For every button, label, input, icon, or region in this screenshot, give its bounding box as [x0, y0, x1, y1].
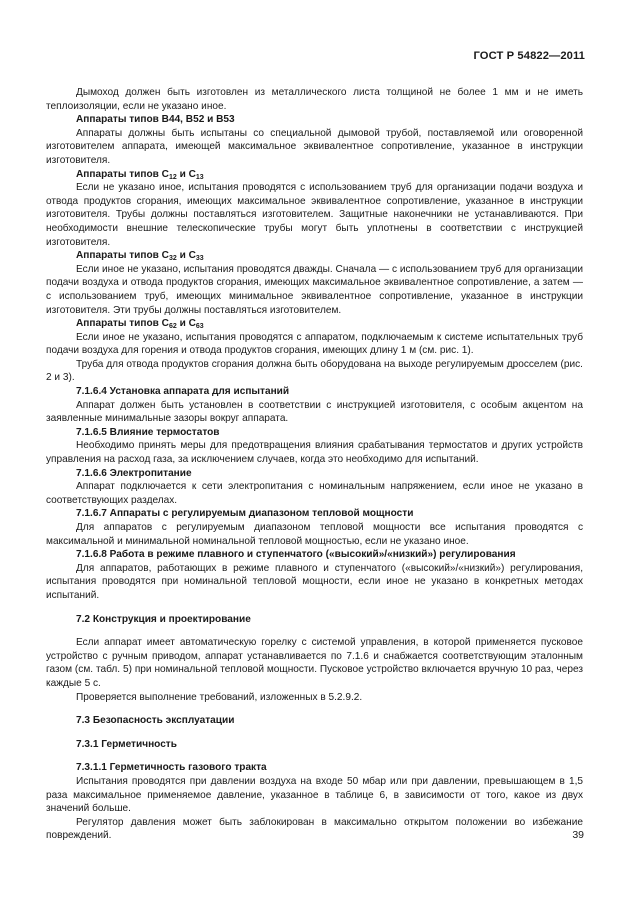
section-heading: 7.2 Конструкция и проектирование	[76, 613, 251, 625]
section-heading: 7.3.1.1 Герметичность газового тракта	[76, 762, 267, 774]
section-heading: 7.3 Безопасность эксплуатации	[76, 715, 235, 727]
section-heading: 7.1.6.7 Аппараты с регулируемым диапазоном тепловой мощности	[76, 508, 414, 520]
document-body	[46, 86, 583, 843]
section-heading: 7.1.6.8 Работа в режиме плавного и ступенчатого («высокий»/«низкий») регулирования	[76, 549, 516, 561]
subheading: Аппараты типов $С_{32}$ и $С_{33}$	[76, 250, 204, 263]
subheading: Аппараты типов В44, В52 и В53	[76, 114, 235, 126]
section-heading: 7.1.6.6 Электропитание	[76, 467, 192, 479]
paragraph: Если аппарат имеет автоматическую горелку с системой управления, в которой применяется пусковое устройство с ручным приводом, аппарат устанавливается по 7.1.6 и снабжается соответствующим эталонным газом (см. табл. 5) при номинальной тепловой мощности. Пусковое устройство включается вручную 10 раз, через каждые 5 с.	[46, 637, 583, 689]
paragraph: Труба для отвода продуктов сгорания должна быть оборудована на выходе регулируемым дросселем (рис. 2 и 3).	[46, 358, 583, 384]
section-heading: 7.1.6.5 Влияние термостатов	[76, 426, 220, 438]
paragraph: Если иное не указано, испытания проводятся с аппаратом, подключаемым к системе испытательных труб подачи воздуха для горения и отвода продуктов сгорания, имеющих длину 1 м (см. рис. 1).	[46, 331, 583, 357]
subheading: Аппараты типов $С_{62}$ и $С_{63}$	[76, 318, 204, 331]
paragraph: Если не указано иное, испытания проводятся с использованием труб для организации подачи воздуха и отвода продуктов сгорания, имеющих максимальное эквивалентное сопротивление, указанное в инструкции изготовителя. Трубы должны поставляться изготовителем. Защитные наконечники не устанавливаются. При необходимости внешние телескопические трубы могут быть уплотнены в соответствии с инструкцией изготовителя.	[46, 182, 583, 248]
paragraph: Аппарат подключается к сети электропитания с номинальным напряжением, если иное не указано в соответствующих разделах.	[46, 481, 583, 506]
paragraph: Если иное не указано, испытания проводятся дважды. Сначала — с использованием труб для организации подачи воздуха и отвода продуктов сгорания, имеющих максимальное эквивалентное сопротивление, а затем — с использованием труб, имеющих минимальное эквивалентное сопротивление, указанное в инструкции изготовителя. Эти трубы должны поставляться изготовителем.	[46, 263, 583, 316]
paragraph: Аппарат должен быть установлен в соответствии с инструкцией изготовителя, с особым акцентом на заявленные минимальные зазоры вокруг аппарата.	[46, 399, 583, 425]
section-heading: 7.1.6.4 Установка аппарата для испытаний	[76, 386, 290, 398]
paragraph: Необходимо принять меры для предотвращения влияния срабатывания термостатов и других устройств управления на расход газа, за исключением случаев, когда это необходимо для испытаний.	[46, 440, 583, 466]
section-heading: 7.3.1 Герметичность	[76, 738, 177, 750]
page-number: 39	[572, 829, 584, 841]
paragraph: Дымоход должен быть изготовлен из металлического листа толщиной не более 1 мм и не иметь теплоизоляции, если не указано иное.	[46, 87, 583, 112]
paragraph: Регулятор давления может быть заблокирован в максимально открытом положении во избежание повреждений.	[46, 816, 583, 842]
subheading: Аппараты типов $С_{12}$ и $С_{13}$	[76, 168, 204, 181]
paragraph: Для аппаратов с регулируемым диапазоном тепловой мощности все испытания проводятся с максимальной и минимальной номинальной тепловой мощностью, если не указано иное.	[46, 522, 583, 547]
document-header: ГОСТ Р 54822—2011	[473, 50, 585, 62]
paragraph: Испытания проводятся при давлении воздуха на входе 50 мбар или при давлении, превышающем в 1,5 раза максимальное применяемое давление, указанное в таблице 6, в зависимости от того, какое из двух значений больше.	[46, 775, 583, 815]
paragraph: Для аппаратов, работающих в режиме плавного и ступенчатого («высокий»/«низкий») регулирования, испытания проводятся при номинальной тепловой мощности, если иное не указано в конкретных методах испытаний.	[46, 562, 583, 601]
paragraph: Аппараты должны быть испытаны со специальной дымовой трубой, поставляемой или оговоренной изготовителем аппарата, имеющей максимальное эквивалентное сопротивление, указанное в инструкции изготовителя.	[46, 127, 583, 166]
paragraph: Проверяется выполнение требований, изложенных в 5.2.9.2.	[76, 691, 363, 703]
